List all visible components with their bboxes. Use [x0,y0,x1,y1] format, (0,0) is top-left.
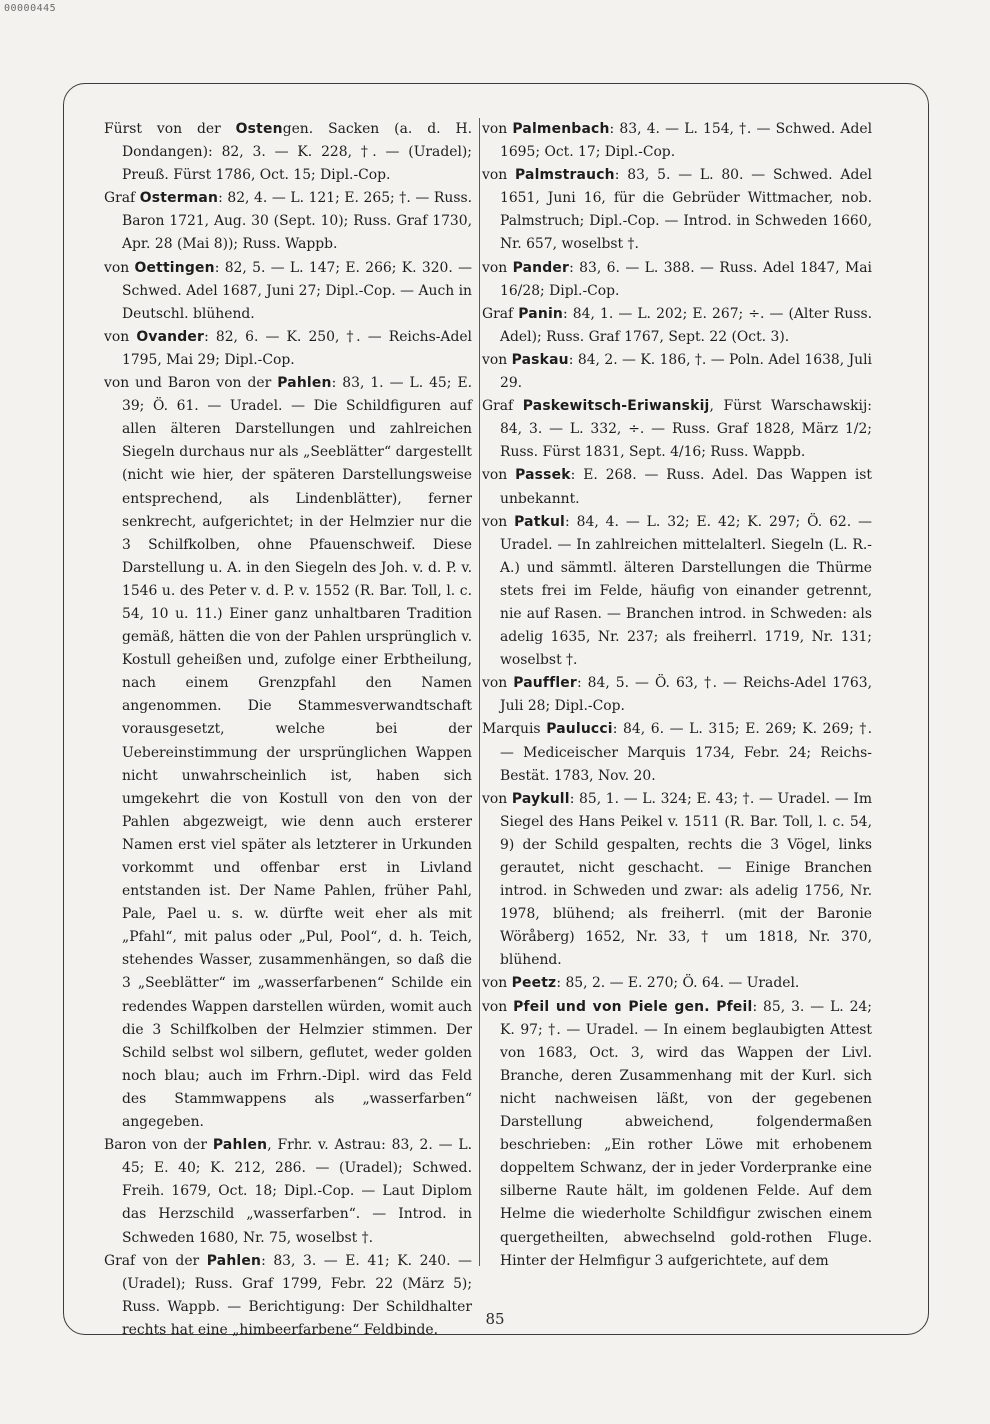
entry-name: Pahlen [212,1137,268,1154]
entry-name: Pander [512,259,570,276]
entry-prefix: Graf [482,398,514,415]
entry [104,118,472,187]
entry-name: Panin [518,305,564,322]
entry [482,464,872,510]
entry-prefix: Graf von der [104,1252,200,1269]
entry-prefix: Marquis [482,721,541,738]
entry-name: Pahlen [277,375,332,392]
entry-text: : 84, 5. — Ö. 63, †. — Reichs-Adel 1763, Juli 28; Dipl.-Cop. [500,675,872,715]
entry-body [482,464,872,510]
entry-body [104,1134,472,1249]
entry-body [482,118,872,164]
entry [482,118,872,164]
entry [482,788,872,973]
entry-body [482,164,872,256]
entry-name: Passek [515,467,571,484]
entry-name: Ovander [136,328,205,345]
entry [104,326,472,372]
entry-body [482,511,872,673]
entry-body [482,257,872,303]
entry-name: Peetz [511,975,557,992]
entry-prefix: Baron von der [104,1137,208,1154]
entry-name: Pahlen [206,1252,262,1269]
entry-prefix: von [482,259,508,276]
entry-text: , Frhr. v. Astrau: 83, 2. — L. 45; E. 40; K. 212, 286. — (Uradel); Schwed. Freih. 1679, Oct. 18; Dipl.-Cop. — Laut Diplom das Herzschild „wasserfarben“. — Introd. in Schweden 1680, Nr. 75, woselbst †. [122,1137,472,1246]
entry [104,372,472,1134]
entry-prefix: von [482,675,508,692]
scan-id: 00000445 [4,3,57,14]
entry [482,257,872,303]
entry-prefix: von [482,467,508,484]
entry-text: : 83, 5. — L. 80. — Schwed. Adel 1651, Juni 16, für die Gebrüder Wittmacher, nob. Palmstruch; Dipl.-Cop. — Introd. in Schweden 1660, Nr. 657, woselbst †. [500,167,872,253]
entry-body [104,372,472,1134]
entry-name: Oettingen [134,259,215,276]
entry-text: : 83, 3. — E. 41; K. 240. — (Uradel); Russ. Graf 1799, Febr. 22 (März 5); Russ. Wappb. — Berichtigung: Der Schildhalter rechts hat eine „himbeerfarbene“ Feldbinde. [122,1252,472,1338]
entry-body [482,718,872,787]
entry-name: Osten [235,121,283,137]
entry-prefix: Graf [482,305,514,322]
entry [482,349,872,395]
entry-prefix: von [482,790,508,807]
entry-name: Palmstrauch [514,167,615,184]
entry-body [104,187,472,256]
entry-body [482,996,872,1273]
entry-body [482,349,872,395]
entry-text: gen. Sacken (a. d. H. Dondangen): 82, 3. — K. 228, †. — (Uradel); Preuß. Fürst 1786, Oct. 15; Dipl.-Cop. [122,121,472,184]
entry-text: : 82, 4. — L. 121; E. 265; †. — Russ. Baron 1721, Aug. 30 (Sept. 10); Russ. Graf 1730, Apr. 28 (Mai 8)); Russ. Wappb. [122,190,472,253]
entry-prefix: von [482,975,508,992]
entry-prefix: von [482,121,508,137]
entry-text: : 85, 3. — L. 24; K. 97; †. — Uradel. — In einem beglaubigten Attest von 1683, Oct. 3, wird das Wappen der Livl. Branche, deren Zusammenhang mit der Kurl. sich nicht nachweisen läßt, von der gegebenen Darstellung abweichend, folgendermaßen beschrieben: „Ein rother Löwe mit erhobenem doppeltem Schwanz, der in jeder Vorderpranke eine silberne Raute hält, im goldenen Felde. Auf dem Helme die wiederholte Schildfigur zwischen einem quergetheilten, abwechselnd gold-rothen Fluge. Hinter der Helmfigur 3 aufgerichtete, auf dem [500,998,872,1269]
entry-text: : 83, 4. — L. 154, †. — Schwed. Adel 1695; Oct. 17; Dipl.-Cop. [500,121,873,161]
entry-text: : 82, 6. — K. 250, †. — Reichs-Adel 1795, Mai 29; Dipl.-Cop. [122,328,472,368]
entry-body [104,118,472,187]
entry-name: Osterman [139,190,219,207]
entry [482,672,872,718]
entry [104,1250,472,1342]
entry-prefix: von [482,351,508,368]
entry-body [482,672,872,718]
left-column [104,118,472,1338]
entry-prefix: Fürst von der [104,121,221,137]
entry-name: Pauffler [513,675,577,692]
entry-body [482,788,872,973]
entry [104,257,472,326]
column-rule [479,118,480,1266]
entry-text: : 82, 5. — L. 147; E. 266; K. 320. — Schwed. Adel 1687, Juni 27; Dipl.-Cop. — Auch in Deutschl. blühend. [122,259,472,322]
entry-name: Paskau [511,351,569,368]
entry [482,303,872,349]
entry-text: : 85, 1. — L. 324; E. 43; †. — Uradel. — Im Siegel des Hans Peikel v. 1511 (R. Bar. Toll, l. c. 54, 9) der Schild gespalten, rechts die 3 Vögel, links gerautet, nicht geschacht. — Einige Branchen introd. in Schweden und zwar: als adelig 1756, Nr. 1978, blühend; als freiherrl. (mit der Baronie Wöråberg) 1652, Nr. 33, † um 1818, Nr. 370, blühend. [500,790,872,969]
right-column [482,118,872,1268]
entry [482,996,872,1273]
entry-name: Palmenbach [512,121,610,137]
entry-body [104,257,472,326]
entry-text: : 84, 4. — L. 32; E. 42; K. 297; Ö. 62. — Uradel. — In zahlreichen mittelalterl. Siegeln (L. R.-A.) und sämmtl. älteren Darstellungen die Thürme stets frei im Felde, häufig von einander getrennt, nie auf Rasen. — Branchen introd. in Schweden: als adelig 1635, Nr. 237; als freiherrl. 1719, Nr. 131; woselbst †. [500,513,872,669]
entry-prefix: von und Baron von der [104,375,272,392]
entry-name: Patkul [514,513,566,530]
entry [482,395,872,464]
entry-prefix: Graf [104,190,136,207]
entry-name: Paulucci [546,721,613,738]
entry-prefix: von [482,513,508,530]
entry [482,164,872,256]
entry-text: , Fürst Warschawskij: 84, 3. — L. 332, ÷. — Russ. Graf 1828, März 1/2; Russ. Fürst 1831, Sept. 4/16; Russ. Wappb. [500,398,872,461]
entry-name: Pfeil und von Piele gen. Pfeil [513,998,753,1015]
page-number: 85 [485,1310,505,1328]
entry-text: : 84, 2. — K. 186, †. — Poln. Adel 1638, Juli 29. [500,351,872,392]
entry-prefix: von [482,998,508,1015]
entry-text: : 84, 1. — L. 202; E. 267; ÷. — (Alter Russ. Adel); Russ. Graf 1767, Sept. 22 (Oct. 3). [500,305,872,345]
entry [482,718,872,787]
entry-text: : 84, 6. — L. 315; E. 269; K. 269; †. — Mediceischer Marquis 1734, Febr. 24; Reichs-Bestät. 1783, Nov. 20. [500,721,872,784]
entry-body [482,395,872,464]
entry-body [482,972,872,995]
entry-text: : E. 268. — Russ. Adel. Das Wappen ist unbekannt. [500,467,872,507]
entry-prefix: von [482,167,508,184]
entry-text: : 83, 1. — L. 45; E. 39; Ö. 61. — Uradel. — Die Schildfiguren auf allen älteren Darstellungen und zahlreichen Siegeln durchaus nur als „Seeblätter“ dargestellt (nicht wie hier, der späteren Darstellungsweise entsprechend, als Lindenblätter), ferner senkrecht, aufgerichtet; in der Helmzier nur die 3 Schilfkolben, ohne Pfauenschweif. Diese Darstellung u. A. in den Siegeln des Joh. v. d. P. v. 1546 u. des Peter v. d. P. v. 1552 (R. Bar. Toll, l. c. 54, 10 u. 11.) Einer ganz unhaltbaren Tradition gemäß, hätten die von der Pahlen ursprünglich v. Kostull geheißen und, zufolge einer Erbtheilung, nach einem Grenzpfahl den Namen angenommen. Die Stammesverwandtschaft vorausgesetzt, welche bei der Uebereinstimmung der ursprünglichen Wappen nicht unwahrscheinlich ist, haben sich umgekehrt die von Kostull von den von der Pahlen abgezweigt, wie denn auch ersterer Namen erst viel später als letzterer in Urkunden vorkommt und offenbar erst in Livland entstanden ist. Der Name Pahlen, früher Pahl, Pale, Pael u. s. w. dürfte weit eher als mit „Pfahl“, mit palus oder „Pul, Pool“, d. h. Teich, stehendes Wasser, zusammenhängen, so daß die 3 „Seeblätter“ im „wasserfarbenen“ Schilde ein redendes Wappen darstellen würden, womit auch die 3 Schilfkolben der Helmzier stimmen. Der Schild selbst wol silbern, geflutet, weder golden noch blau; auch im Frhrn.-Dipl. wird das Feld des Stammwappens als „wasserfarben“ angegeben. [122,375,472,1131]
entry-body [104,1250,472,1342]
entry [104,187,472,256]
entry [104,1134,472,1249]
entry-prefix: von [104,328,130,345]
entry-prefix: von [104,259,130,276]
entry [482,511,872,673]
entry-text: : 83, 6. — L. 388. — Russ. Adel 1847, Mai 16/28; Dipl.-Cop. [500,259,872,299]
entry-name: Paykull [511,790,570,807]
entry-body [482,303,872,349]
entry-text: : 85, 2. — E. 270; Ö. 64. — Uradel. [556,975,800,992]
entry-body [104,326,472,372]
entry [482,972,872,995]
entry-name: Paskewitsch-Eriwanskij [522,398,710,415]
